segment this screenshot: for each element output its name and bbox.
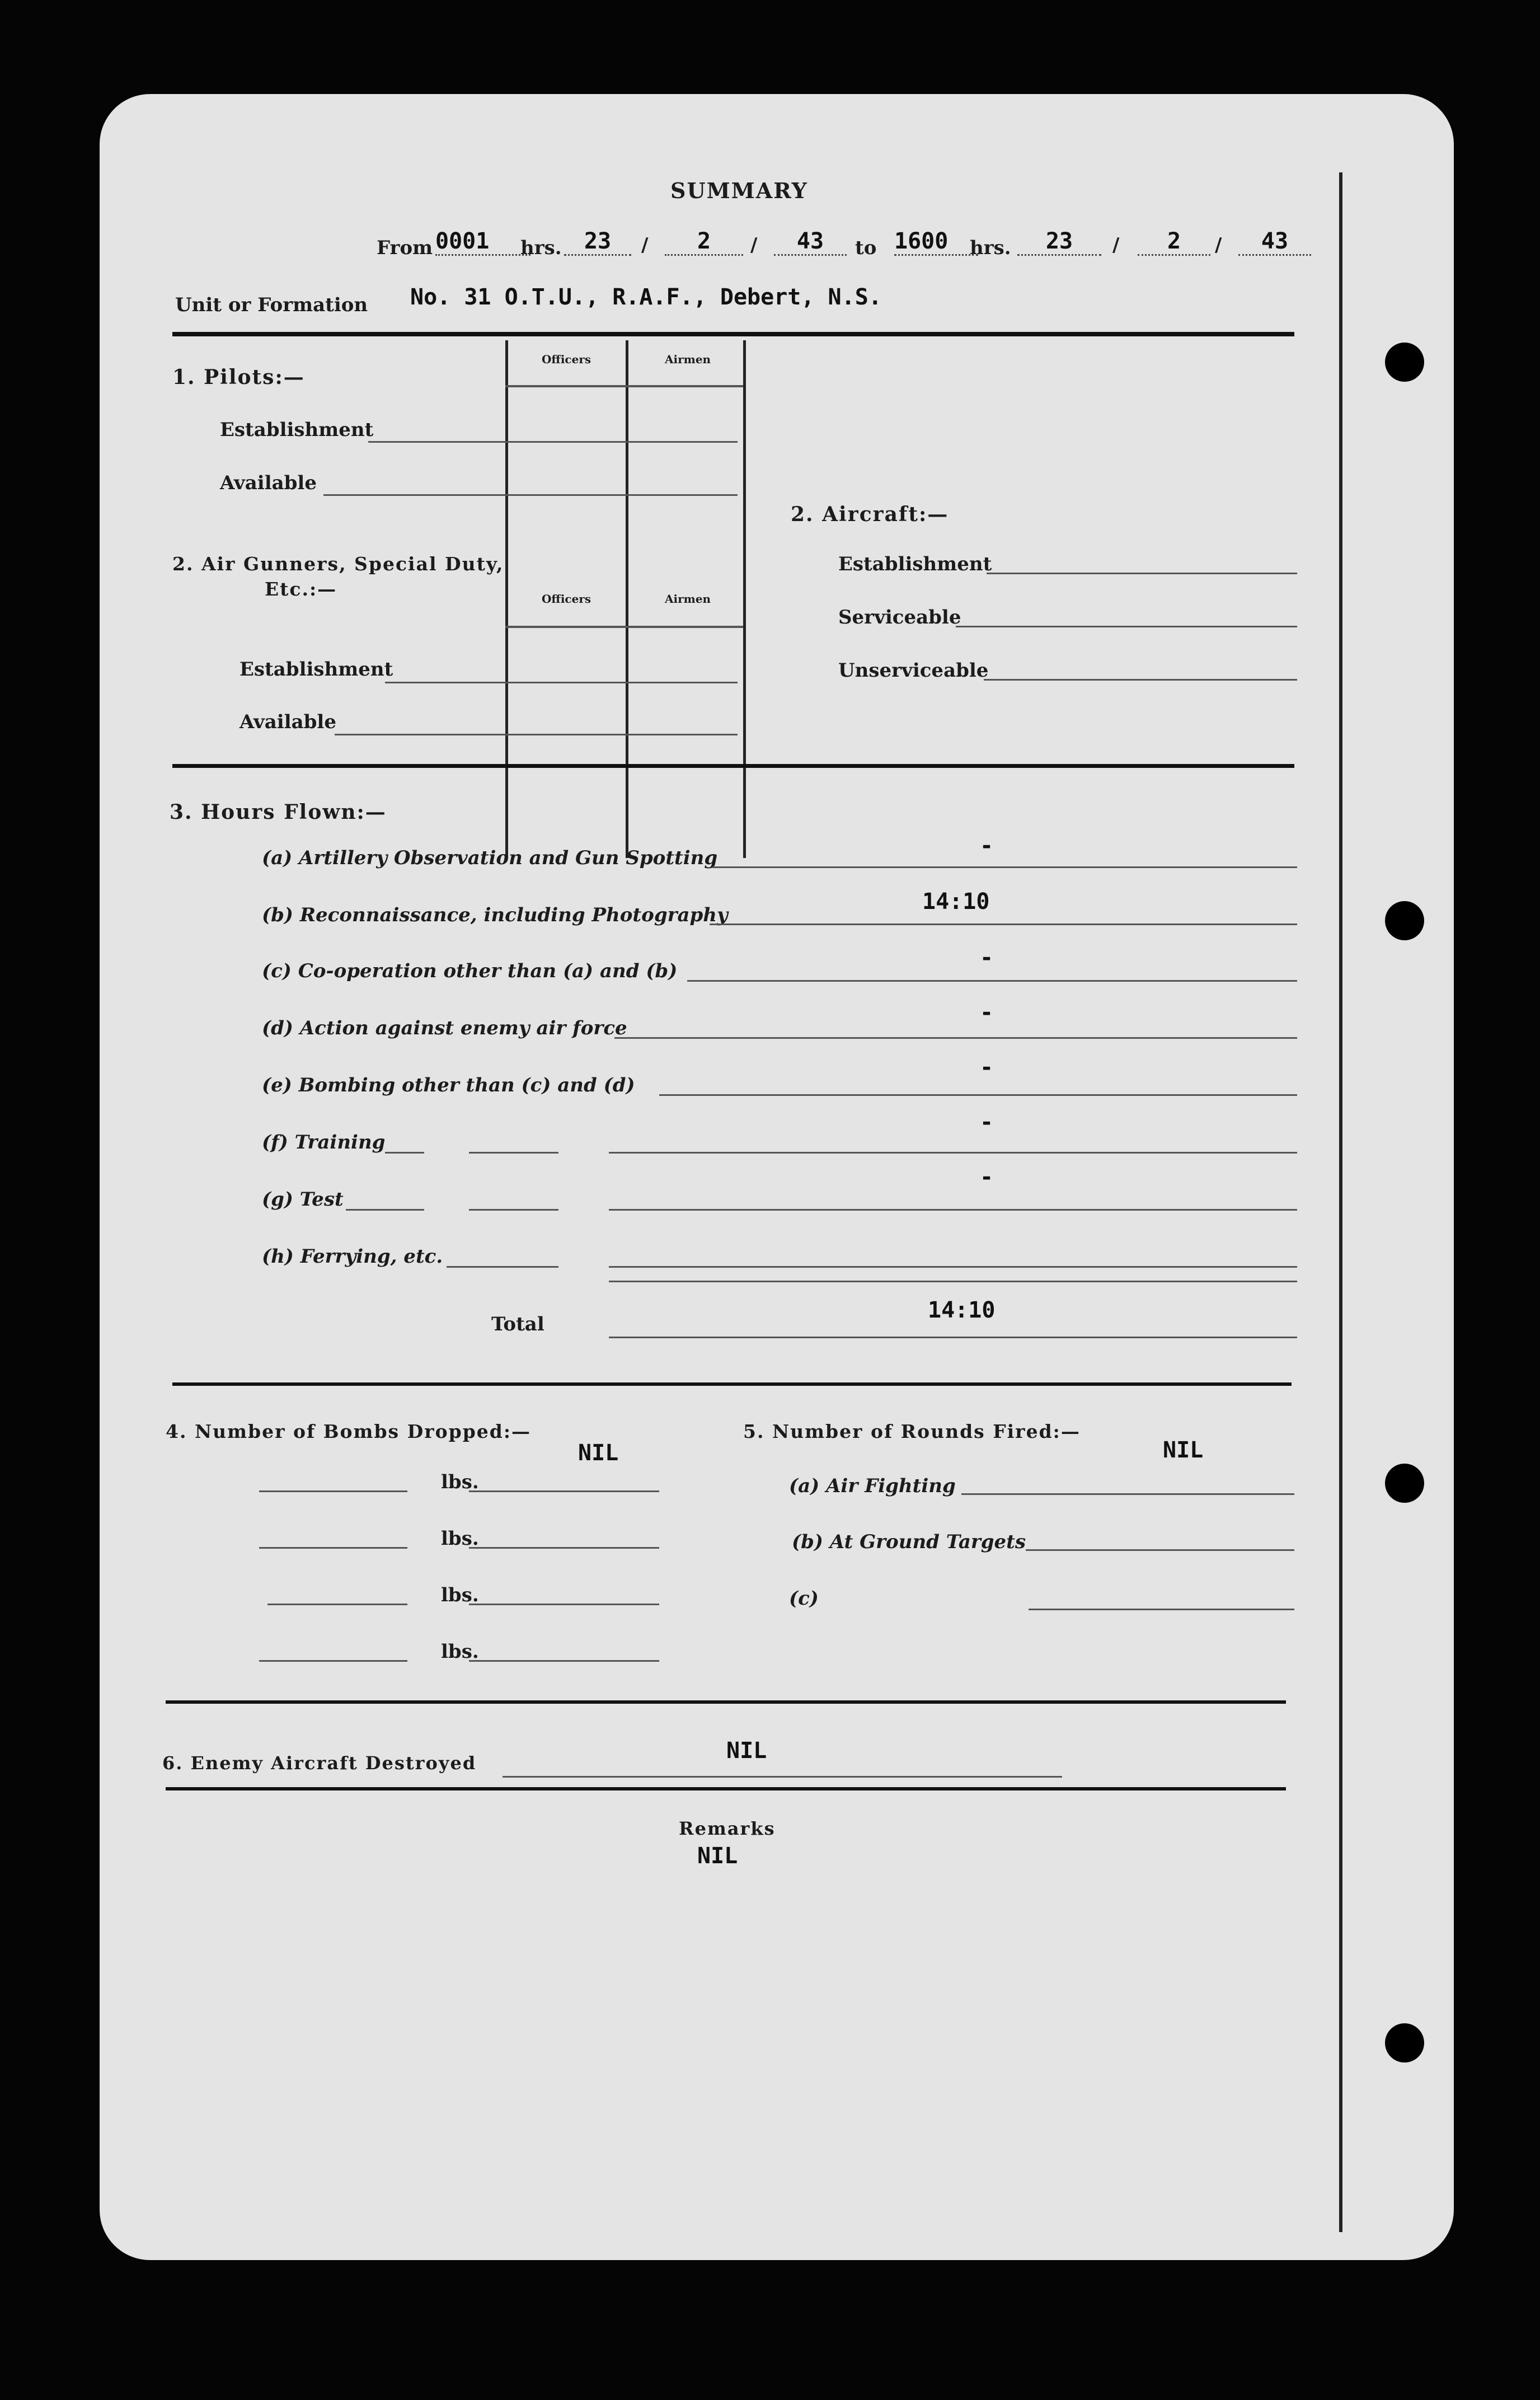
hrs-label-2: hrs. [970, 237, 1011, 259]
hours-row-a-value: - [979, 833, 994, 859]
pilots-establishment-line [368, 441, 738, 443]
hours-row-e-value: - [979, 1054, 994, 1080]
binder-hole-1 [1385, 343, 1424, 382]
hours-row-d-line [614, 1037, 1297, 1039]
to-year: 43 [1238, 228, 1311, 256]
table-line-3 [743, 340, 746, 858]
pilots-establishment: Establishment [220, 419, 374, 441]
hours-row-a-line [712, 866, 1297, 868]
hours-row-b-line [710, 924, 1297, 925]
pilots-col-officers: Officers [542, 353, 591, 366]
bombs-unit-3: lbs. [441, 1584, 479, 1606]
rounds-a-label: (a) Air Fighting [789, 1475, 956, 1497]
hours-total-value: 14:10 [928, 1297, 996, 1323]
remarks-value: NIL [697, 1843, 738, 1869]
rounds-c-line [1029, 1609, 1294, 1610]
bombs-line-1b [469, 1490, 659, 1492]
aircraft-heading: 2. Aircraft:— [791, 503, 949, 526]
bombs-line-3a [267, 1604, 407, 1605]
rounds-b-line [1026, 1549, 1294, 1551]
from-time: 0001 [435, 228, 530, 256]
to-label: to [855, 237, 877, 259]
bombs-unit-1: lbs. [441, 1471, 479, 1493]
rounds-heading: 5. Number of Rounds Fired:— [743, 1421, 1081, 1442]
hours-row-f-value: - [979, 1109, 994, 1135]
slash-2: / [750, 234, 758, 256]
pilots-col-airmen: Airmen [665, 353, 711, 366]
section5-divider [166, 1700, 1286, 1704]
aircraft-unserviceable-line [984, 679, 1297, 681]
gunners-heading-1: 2. Air Gunners, Special Duty, [172, 553, 504, 575]
pilots-available: Available [220, 472, 317, 494]
section1-divider [172, 764, 1294, 768]
hours-row-e-label: (e) Bombing other than (c) and (d) [262, 1074, 635, 1096]
unit-label: Unit or Formation [175, 294, 368, 316]
header-divider [172, 332, 1294, 336]
bombs-line-3b [469, 1604, 659, 1605]
gunners-col-officers: Officers [542, 592, 591, 606]
bombs-unit-4: lbs. [441, 1640, 479, 1663]
aircraft-establishment-line [987, 573, 1297, 574]
hours-row-f-line-1 [385, 1152, 424, 1154]
gunners-available-line [335, 734, 738, 735]
section6-divider [166, 1787, 1286, 1790]
hours-row-f-line-3 [609, 1152, 1297, 1154]
bombs-line-4a [259, 1660, 407, 1662]
margin-rule [1339, 172, 1342, 2232]
hours-row-c-value: - [979, 945, 994, 971]
aircraft-unserviceable: Unserviceable [838, 659, 989, 682]
enemy-value: NIL [726, 1738, 767, 1764]
hours-row-e-line [659, 1094, 1297, 1096]
to-time: 1600 [894, 228, 978, 256]
hours-total-label: Total [491, 1313, 544, 1335]
hours-row-c-label: (c) Co-operation other than (a) and (b) [262, 960, 678, 982]
hours-subtotal-line [609, 1281, 1297, 1282]
binder-hole-4 [1385, 2023, 1424, 2062]
rounds-value: NIL [1163, 1437, 1204, 1463]
bombs-line-4b [469, 1660, 659, 1662]
hours-row-g-line-3 [609, 1209, 1297, 1211]
rounds-a-line [961, 1493, 1294, 1495]
rounds-b-label: (b) At Ground Targets [792, 1531, 1026, 1553]
enemy-line [503, 1776, 1062, 1778]
bombs-heading: 4. Number of Bombs Dropped:— [166, 1421, 532, 1442]
from-month: 2 [665, 228, 743, 256]
slash-3: / [1112, 234, 1120, 256]
remarks-label: Remarks [679, 1818, 776, 1839]
slash-1: / [641, 234, 649, 256]
table-hline-2 [505, 626, 743, 628]
hours-heading: 3. Hours Flown:— [170, 800, 387, 824]
hours-row-b-value: 14:10 [922, 889, 990, 915]
hours-row-c-line [687, 980, 1297, 982]
form-title: SUMMARY [670, 178, 808, 203]
hours-row-d-value: - [979, 1000, 994, 1025]
pilots-heading: 1. Pilots:— [172, 365, 305, 389]
to-month: 2 [1138, 228, 1210, 256]
table-line-2 [626, 340, 628, 858]
hours-total-line [609, 1337, 1297, 1338]
bombs-line-2a [259, 1547, 407, 1549]
aircraft-establishment: Establishment [838, 553, 992, 575]
gunners-establishment-line [385, 682, 738, 683]
hrs-label-1: hrs. [520, 237, 562, 259]
from-day: 23 [564, 228, 631, 256]
unit-value: No. 31 O.T.U., R.A.F., Debert, N.S. [410, 284, 882, 310]
bombs-unit-2: lbs. [441, 1527, 479, 1550]
rounds-c-label: (c) [789, 1587, 819, 1610]
hours-row-h-line-1 [447, 1266, 558, 1268]
gunners-col-airmen: Airmen [665, 592, 711, 606]
pilots-available-line [323, 494, 738, 496]
aircraft-serviceable-line [956, 626, 1297, 627]
enemy-label: 6. Enemy Aircraft Destroyed [162, 1752, 477, 1774]
bombs-line-2b [469, 1547, 659, 1549]
to-day: 23 [1017, 228, 1101, 256]
gunners-establishment: Establishment [240, 658, 393, 681]
slash-4: / [1215, 234, 1222, 256]
gunners-heading-2: Etc.:— [265, 578, 337, 600]
table-line-1 [505, 340, 508, 858]
hours-row-b-label: (b) Reconnaissance, including Photography [262, 904, 728, 926]
hours-row-g-label: (g) Test [262, 1188, 344, 1211]
section3-divider [172, 1382, 1292, 1386]
from-label: From [377, 237, 433, 259]
hours-row-g-line-2 [469, 1209, 558, 1211]
hours-row-g-line-1 [346, 1209, 424, 1211]
gunners-available: Available [240, 711, 336, 733]
binder-hole-2 [1385, 901, 1424, 940]
hours-row-a-label: (a) Artillery Observation and Gun Spotting [262, 847, 718, 869]
form-sheet [100, 94, 1454, 2260]
from-year: 43 [774, 228, 847, 256]
table-hline-1 [505, 385, 743, 387]
bombs-line-1a [259, 1490, 407, 1492]
hours-row-g-value: - [979, 1164, 994, 1190]
hours-row-h-line-2 [609, 1266, 1297, 1268]
bombs-value: NIL [578, 1440, 619, 1466]
aircraft-serviceable: Serviceable [838, 606, 961, 629]
hours-row-d-label: (d) Action against enemy air force [262, 1017, 627, 1039]
hours-row-f-line-2 [469, 1152, 558, 1154]
hours-row-f-label: (f) Training [262, 1131, 386, 1154]
hours-row-h-label: (h) Ferrying, etc. [262, 1245, 443, 1268]
binder-hole-3 [1385, 1464, 1424, 1503]
